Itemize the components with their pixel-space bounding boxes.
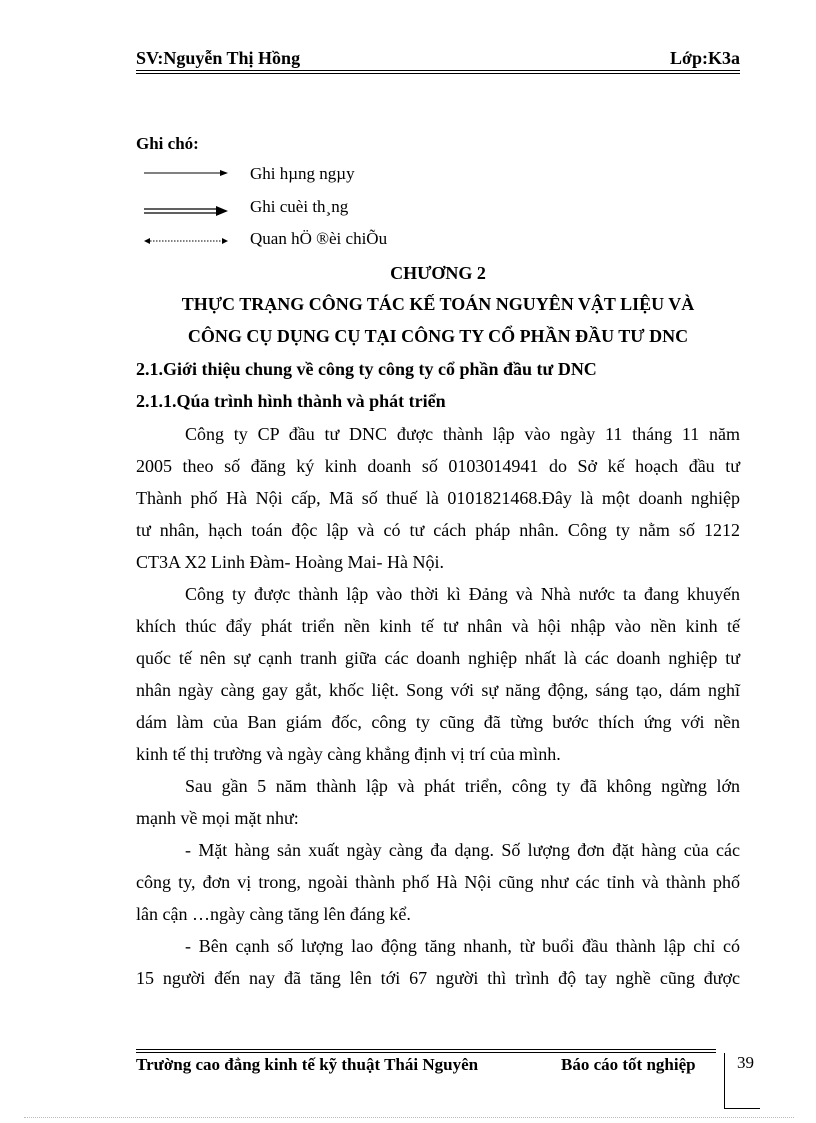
legend-item-daily <box>144 164 444 188</box>
page-number-box-border-bottom <box>724 1108 760 1109</box>
header-class: Lớp:K3a <box>670 48 740 68</box>
chapter-title-line-1: THỰC TRẠNG CÔNG TÁC KẾ TOÁN NGUYÊN VẬT LIỆU VÀ <box>181 294 695 314</box>
dotted-double-headed-arrow-icon <box>144 229 228 253</box>
header-rule <box>136 70 740 71</box>
footer-rule-thin <box>136 1052 716 1053</box>
section-heading-2-1-1: 2.1.1.Qúa trình hình thành và phát triển <box>136 391 446 411</box>
legend-item-reconcile <box>144 229 444 253</box>
footer-rule <box>136 1049 716 1050</box>
double-arrow-icon <box>144 197 228 221</box>
chapter-title-line-2: CÔNG CỤ DỤNG CỤ TẠI CÔNG TY CỔ PHẦN ĐẦU TƯ DNC <box>187 326 689 346</box>
legend-title: Ghi chó: <box>136 134 199 153</box>
paragraph-1-line: 2005 theo số đăng ký kinh doanh số 0103014941 do Sở kế hoạch đầu tư <box>136 456 740 476</box>
page-number-box-border <box>724 1053 725 1109</box>
paragraph-2-line: quốc tế nên sự cạnh tranh giữa các doanh nghiệp nhất là các doanh nghiệp tư <box>136 648 740 668</box>
paragraph-2-line: kinh tế thị trường và ngày càng khẳng định vị trí của mình. <box>136 744 561 764</box>
legend-item-monthly <box>144 197 444 221</box>
footer-report-type: Báo cáo tốt nghiệp <box>561 1055 696 1074</box>
thin-arrow-icon <box>144 164 228 188</box>
paragraph-1-line: Công ty CP đầu tư DNC được thành lập vào ngày 11 tháng 11 năm <box>185 424 740 444</box>
paragraph-5-line: - Bên cạnh số lượng lao động tăng nhanh, từ buổi đầu thành lập chỉ có <box>185 936 740 956</box>
page-bottom-dotted-edge <box>24 1117 794 1118</box>
legend-label-daily: Ghi hµng ngµy <box>250 164 355 183</box>
paragraph-3-line: Sau gần 5 năm thành lập và phát triển, công ty đã không ngừng lớn <box>185 776 740 796</box>
chapter-number: CHƯƠNG 2 <box>390 263 486 283</box>
paragraph-4-line: công ty, đơn vị trong, ngoài thành phố Hà Nội cũng như các tỉnh và thành phố <box>136 872 740 892</box>
legend-label-monthly: Ghi cuèi th¸ng <box>250 197 349 216</box>
legend-label-reconcile: Quan hÖ ®èi chiÕu <box>250 229 388 248</box>
paragraph-5-line: 15 người đến nay đã tăng lên tới 67 người thì trình độ tay nghề cũng được <box>136 968 740 988</box>
paragraph-1-line: Thành phố Hà Nội cấp, Mã số thuế là 0101821468.Đây là một doanh nghiệp <box>136 488 740 508</box>
page-number: 39 <box>737 1053 754 1072</box>
paragraph-2-line: dám làm của Ban giám đốc, công ty cũng đã từng bước thích ứng với nền <box>136 712 740 732</box>
section-heading-2-1: 2.1.Giới thiệu chung về công ty công ty cổ phần đầu tư DNC <box>136 359 597 379</box>
paragraph-1-line: tư nhân, hạch toán độc lập và có tư cách pháp nhân. Công ty nằm số 1212 <box>136 520 740 540</box>
paragraph-1-line: CT3A X2 Linh Đàm- Hoàng Mai- Hà Nội. <box>136 552 444 572</box>
paragraph-4-line: - Mặt hàng sản xuất ngày càng đa dạng. Số lượng đơn đặt hàng của các <box>185 840 740 860</box>
paragraph-2-line: Công ty được thành lập vào thời kì Đảng và Nhà nước ta đang khuyến <box>185 584 740 604</box>
header-student-name: SV:Nguyễn Thị Hồng <box>136 48 301 68</box>
paragraph-2-line: nhân ngày càng gay gắt, khốc liệt. Song với sự năng động, sáng tạo, dám nghĩ <box>136 680 740 700</box>
paragraph-3-line: mạnh về mọi mặt như: <box>136 808 299 828</box>
paragraph-4-line: lân cận …ngày càng tăng lên đáng kể. <box>136 904 411 924</box>
header-rule-thin <box>136 73 740 74</box>
footer-school: Trường cao đẳng kinh tế kỹ thuật Thái Nguyên <box>136 1055 479 1074</box>
page-header <box>136 48 740 74</box>
paragraph-2-line: khích thúc đẩy phát triển nền kinh tế tư nhân và hội nhập vào nền kinh tế <box>136 616 740 636</box>
